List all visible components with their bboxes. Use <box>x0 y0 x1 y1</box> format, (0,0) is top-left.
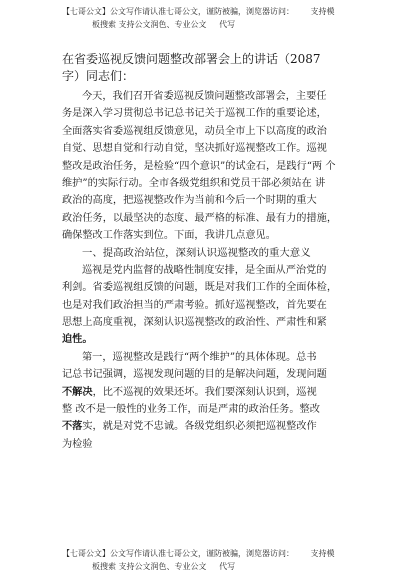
text-line: 第一，巡视整改是践行“两个维护”的具体体现。总书 <box>82 351 317 363</box>
text-line: 整改是政治任务，是检验“四个意识”的试金石，是践行“两 个 <box>62 160 336 172</box>
text-line: 巡视是党内监督的战略性制度安排，是全面从严治党的 <box>82 264 327 276</box>
header-watermark <box>62 5 362 31</box>
text-line: 政治的高度，把巡视整改作为当前和今后一个时期的重大 <box>62 195 317 207</box>
text-line: 为检验 <box>62 438 93 450</box>
watermark-text: 支持模 <box>310 7 335 16</box>
text-line: 务是深入学习贯彻总书记总书记关于巡视工作的重要论述， <box>62 108 327 120</box>
text-line: 记总书记强调，巡视发现问题的目的是解决问题，发现问题 <box>62 369 327 381</box>
text-line: 自觉、思想自觉和行动自觉，坚决抓好巡视整改工作。巡视 <box>62 143 327 155</box>
watermark-text: 支持模 <box>310 549 335 558</box>
title-line: 字）同志们： <box>62 69 135 83</box>
watermark-line <box>62 18 362 31</box>
document-body <box>62 88 360 453</box>
watermark-text: 【七哥公文】公文写作请认准七哥公文，谨防被骗，浏览器访问： <box>62 7 294 16</box>
document-title <box>62 51 362 85</box>
watermark-line <box>62 547 362 560</box>
section-heading: 一、提高政治站位，深刻认识巡视整改的重大意义 <box>82 246 311 259</box>
text-line: 思想上高度重视，深刻认识巡视整改的政治性、严肃性和紧 <box>62 317 327 329</box>
footer-watermark <box>62 547 362 573</box>
watermark-text: 【七哥公文】公文写作请认准七哥公文，谨防被骗，浏览器访问： <box>62 549 294 558</box>
watermark-text: 代写 <box>219 20 236 29</box>
text-line: 整 改不是一般性的业务工作，而是严肃的政治任务。整改 <box>62 404 320 416</box>
text-span: ，比不巡视的效果还坏。我们要深刻认识到，巡视 <box>92 386 317 398</box>
text-line: 维护”的实际行动。全市各级党组织和党员干部必须站在 讲 <box>62 177 326 189</box>
watermark-text: 板搜索 支持公文润色、专业公文 <box>92 562 207 571</box>
text-line: 政治任务，以最坚决的态度、最严格的标准、最有力的措施， <box>62 212 338 224</box>
emphasis-text: 不解决 <box>62 385 93 398</box>
text-line: 也是对我们政治担当的严肃考验。抓好巡视整改，首先要在 <box>62 299 327 311</box>
emphasis-text: 不落 <box>62 420 83 433</box>
title-line: 在省委巡视反馈问题整改部署会上的讲话（2087 <box>62 52 321 66</box>
text-line: 今天，我们召开省委巡视反馈问题整改部署会，主要任 <box>82 91 327 102</box>
text-line: 全面落实省委巡视组反馈意见，动员全市上下以高度的政治 <box>62 125 327 137</box>
text-span: 实，就是对党不忠诚。各级党组织必须把巡视整改作 <box>82 421 317 433</box>
watermark-text: 代写 <box>219 562 236 571</box>
watermark-line <box>62 560 362 573</box>
watermark-text: 板搜索 支持公文润色、专业公文 <box>92 20 207 29</box>
watermark-line <box>62 5 362 18</box>
text-line <box>62 384 360 401</box>
text-line: 利剑。省委巡视组反馈的问题，既是对我们工作的全面体检， <box>62 282 338 294</box>
text-line: 确保整改工作落实到位。下面，我讲几点意见。 <box>62 230 276 242</box>
text-line <box>62 418 360 435</box>
text-line: 迫性。 <box>62 333 93 346</box>
